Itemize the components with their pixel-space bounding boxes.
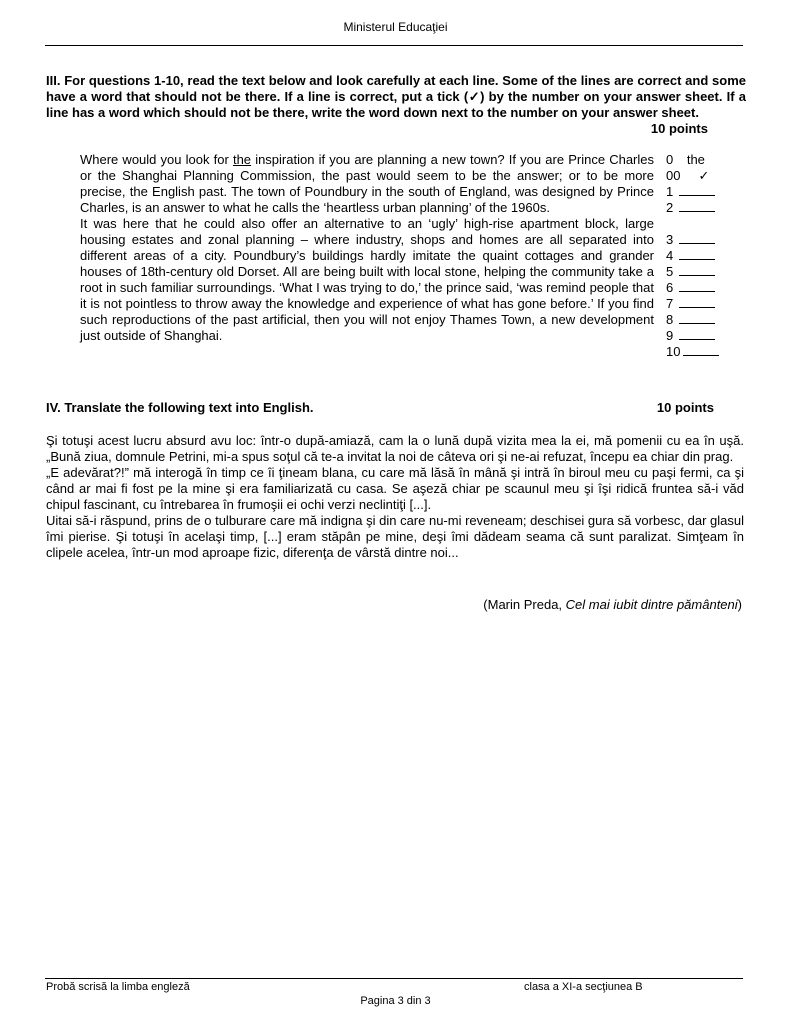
example-0-answer: the (686, 152, 705, 167)
tick-icon: ✓ (698, 168, 710, 183)
item-number-9: 9 (666, 328, 674, 343)
section3-passage (80, 152, 654, 344)
answer-blank-5 (679, 264, 715, 276)
para1-rest: inspiration if you are planning a new town? If you are Prince Charles or the Shanghai Planning Commission, the past would seem to be the answer; or to be more precise, the English past. The town of Poundbury in the south of England, was designed by Prince Charles, is an answer to what he calls the ‘heartless urban planning’ of the 1960s. (80, 152, 654, 215)
answer-line-3 (666, 232, 736, 248)
citation (400, 597, 742, 612)
answer-line-4 (666, 248, 736, 264)
answer-blank-9 (679, 328, 715, 340)
citation-author: (Marin Preda, (483, 597, 566, 612)
answer-blank-1 (679, 184, 715, 196)
passage-paragraph-1 (80, 152, 654, 216)
item-number-10: 10 (666, 344, 681, 359)
example-00-number: 00 (666, 168, 681, 183)
answer-line-10 (666, 344, 736, 360)
answer-blank-2 (679, 200, 715, 212)
answer-line-5 (666, 264, 736, 280)
header-divider (45, 45, 743, 46)
answer-line-9 (666, 328, 736, 344)
answer-blank-10 (683, 344, 719, 356)
section4-points: 10 points (656, 400, 714, 415)
section3-instructions: III. For questions 1-10, read the text below and look carefully at each line. Some of the lines are correct and some have a word that should not be there. If a line is correct, put a tick (✓) by the number on your answer sheet. If a line has a word which should not be there, write the word down next to the number on your answer sheet. (46, 73, 746, 120)
example-0-number: 0 (666, 152, 674, 167)
para2-text: It was here that he could also offer an alternative to an ‘ugly’ high-rise apartment block, large housing estates and zonal planning – where industry, shops and homes are all separated into different areas of a city. Poundbury’s buildings hardly imitate the quaint cottages and grander houses of 18th-century old Dorset. All are being built with local stone, helping the community take a root in such familiar surroundings. ‘What I was trying to do,’ the prince said, ‘was remind people that it is not pointless to throw away the knowledge and experience of what has gone before.’ If you find such reproductions of the past artificial, then you will not enjoy Thames Town, a new development just outside of Shanghai. (80, 216, 654, 343)
header-ministry: Ministerul Educaţiei (343, 20, 448, 34)
section3-points: 10 points (650, 121, 708, 136)
example-0 (666, 152, 736, 168)
item-number-8: 8 (666, 312, 674, 327)
answer-blank-8 (679, 312, 715, 324)
answer-line-6 (666, 280, 736, 296)
example-word-underlined: the (232, 152, 252, 167)
ro-paragraph-1: Şi totuşi acest lucru absurd avu loc: într-o după-amiază, cam la o lună după vizita mea la ei, mă pomenii cu ea în uşă. „Bună ziua, domnule Petrini, mi-a spus soţul că te-a invitat la noi de câteva ori şi ne-ai refuzat, începu ea chiar din prag. (46, 433, 744, 464)
footer-class-section: clasa a XI-a secţiunea B (524, 981, 643, 993)
example-00 (666, 168, 736, 184)
answer-blank-4 (679, 248, 715, 260)
item-number-7: 7 (666, 296, 674, 311)
footer-divider (45, 978, 743, 979)
footer-exam-name: Probă scrisă la limba engleză (46, 981, 190, 993)
item-number-6: 6 (666, 280, 674, 295)
footer-page-number: Pagina 3 din 3 (360, 995, 431, 1007)
citation-title: Cel mai iubit dintre pământeni (565, 597, 738, 612)
section4-romanian-text (46, 433, 744, 561)
passage-paragraph-2 (80, 216, 654, 344)
item-number-2: 2 (666, 200, 674, 215)
item-number-3: 3 (666, 232, 674, 247)
citation-close: ) (737, 597, 742, 612)
ro-paragraph-2: „E adevărat?!” mă interogă în timp ce îi ţineam blana, cu care mă lăsă în mână şi intră în biroul meu cu paşi fermi, ca şi când ar mai fi fost pe la mine şi era familiarizată cu casa. Se aşeză chiar pe scaunul meu şi îşi ridică fruntea să-i văd chipul fascinant, cu întrebarea în frumoşii ei ochi verzi neclintiţi [...]. (46, 465, 744, 512)
ro-paragraph-3: Uitai să-i răspund, prins de o tulburare care mă indigna şi din care nu-mi reveneam; deschisei gura să vorbesc, dar glasul îmi pierise. Şi totuşi în acelaşi timp, [...] eram stăpân pe mine, deşi îmi dădeam seama că sunt paralizat. Simţeam în clipele acelea, într-un mod aproape fizic, diferenţa de vârstă dintre noi... (46, 513, 745, 560)
section4-title: IV. Translate the following text into English. (46, 400, 314, 415)
answer-line-8 (666, 312, 736, 328)
answer-line-1 (666, 184, 736, 200)
para1-start: Where would you look for (80, 152, 233, 167)
item-number-5: 5 (666, 264, 674, 279)
answer-blank-7 (679, 296, 715, 308)
answer-blank-3 (679, 232, 715, 244)
item-number-1: 1 (666, 184, 674, 199)
answer-blank-6 (679, 280, 715, 292)
item-number-4: 4 (666, 248, 674, 263)
answer-line-2 (666, 200, 736, 216)
answer-line-7 (666, 296, 736, 312)
